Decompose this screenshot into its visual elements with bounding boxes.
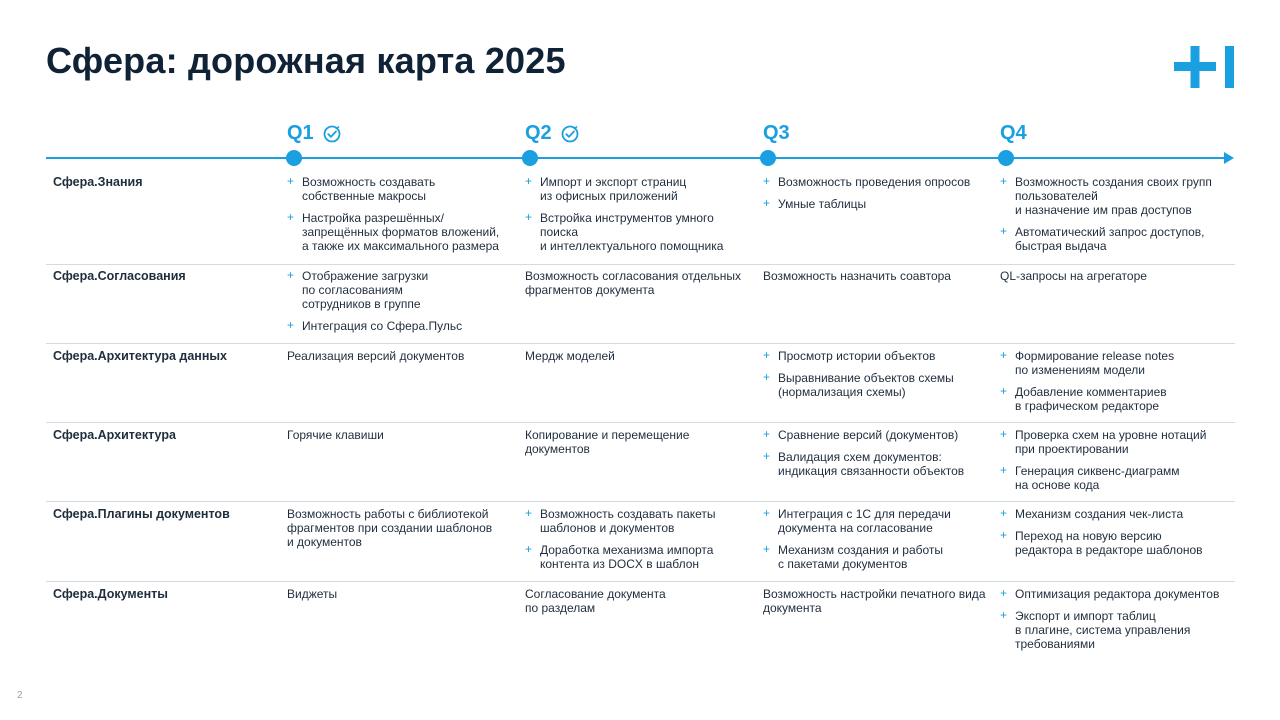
feature-text: Настройка разрешённых/ запрещённых форматов вложений, а также их максимального размера [302, 211, 500, 253]
feature-item [763, 371, 991, 399]
plus-icon: + [1000, 427, 1008, 441]
feature-item [1000, 609, 1228, 651]
plus-icon: + [1000, 348, 1008, 362]
feature-text: Формирование release notes по изменениям модели [1015, 349, 1175, 377]
feature-text: Возможность создавать пакеты шаблонов и документов [540, 507, 716, 535]
feature-text: Отображение загрузки по согласованиям сотрудников в группе [302, 269, 429, 311]
feature-text: QL-запросы на агрегаторе [1000, 269, 1147, 283]
row-divider [46, 422, 1235, 423]
feature-item [1000, 175, 1228, 217]
feature-list [763, 507, 991, 571]
feature-text: Импорт и экспорт страниц из офисных приложений [540, 175, 687, 203]
feature-list [763, 175, 991, 211]
plus-icon: + [525, 174, 533, 188]
feature-text: Валидация схем документов: индикация связанности объектов [778, 450, 965, 478]
feature-text: Добавление комментариев в графическом редакторе [1015, 385, 1167, 413]
row-label: Сфера.Документы [53, 587, 168, 601]
feature-item [287, 211, 515, 253]
plus-icon: + [763, 196, 771, 210]
feature-text: Возможность проведения опросов [778, 175, 971, 189]
row-divider [46, 501, 1235, 502]
feature-text: Интеграция со Сфера.Пульс [302, 319, 463, 333]
roadmap-cell [287, 175, 515, 261]
feature-text: Генерация сиквенс-диаграмм на основе кода [1015, 464, 1180, 492]
plus-icon: + [1000, 608, 1008, 622]
plus-icon: + [525, 542, 533, 556]
feature-list [763, 428, 991, 478]
feature-item [763, 428, 991, 442]
plus-icon: + [1000, 463, 1008, 477]
feature-text: Возможность создания своих групп пользователей и назначение им прав доступов [1015, 175, 1212, 217]
feature-text: Оптимизация редактора документов [1015, 587, 1220, 601]
plus-icon: + [1000, 224, 1008, 238]
plus-icon: + [763, 427, 771, 441]
feature-item [763, 507, 991, 535]
check-circle-icon [322, 124, 342, 144]
timeline-arrow [1224, 152, 1234, 164]
feature-item [763, 543, 991, 571]
roadmap-cell [525, 428, 753, 456]
feature-text: Экспорт и импорт таблиц в плагине, система управления требованиями [1015, 609, 1191, 651]
feature-text: Сравнение версий (документов) [778, 428, 959, 442]
feature-text: Горячие клавиши [287, 428, 384, 442]
feature-text: Выравнивание объектов схемы (нормализация схемы) [778, 371, 954, 399]
feature-text: Встройка инструментов умного поиска и интеллектуального помощника [540, 211, 724, 253]
feature-item [1000, 464, 1228, 492]
page-title: Сфера: дорожная карта 2025 [46, 40, 566, 81]
feature-list [287, 269, 515, 333]
feature-item [287, 269, 515, 311]
feature-list [525, 175, 753, 253]
roadmap-cell [763, 269, 991, 283]
roadmap-cell [1000, 587, 1228, 659]
plus-icon: + [287, 174, 295, 188]
roadmap-cell [525, 587, 753, 615]
plus-icon: + [1000, 586, 1008, 600]
roadmap-cell [1000, 269, 1228, 283]
plus-icon: + [1000, 174, 1008, 188]
roadmap-cell [525, 175, 753, 261]
roadmap-cell [287, 269, 515, 341]
plus-icon: + [525, 506, 533, 520]
quarter-label: Q4 [1000, 122, 1027, 144]
feature-text: Просмотр истории объектов [778, 349, 936, 363]
roadmap-cell [763, 349, 991, 407]
feature-item [287, 319, 515, 333]
feature-item [525, 175, 753, 203]
row-label: Сфера.Архитектура [53, 428, 176, 442]
feature-item [525, 543, 753, 571]
roadmap-cell [763, 587, 991, 615]
feature-text: Копирование и перемещение документов [525, 428, 690, 456]
plus-icon: + [287, 210, 295, 224]
feature-list [1000, 349, 1228, 413]
plus-icon: + [287, 268, 295, 282]
timeline-dot-q3 [760, 150, 776, 166]
feature-list [763, 349, 991, 399]
row-divider [46, 264, 1235, 265]
feature-text: Интеграция с 1С для передачи документа на согласование [778, 507, 951, 535]
feature-item [525, 507, 753, 535]
row-label: Сфера.Архитектура данных [53, 349, 228, 363]
feature-item [287, 175, 515, 203]
feature-list [1000, 507, 1228, 557]
feature-text: Умные таблицы [778, 197, 867, 211]
feature-text: Возможность настройки печатного вида документа [763, 587, 986, 615]
roadmap-cell [763, 507, 991, 579]
roadmap-cell [525, 269, 753, 297]
plus-icon: + [763, 542, 771, 556]
roadmap-cell [1000, 507, 1228, 565]
timeline-axis [46, 157, 1226, 159]
plus-icon: + [525, 210, 533, 224]
quarter-header-q3 [763, 122, 790, 145]
page-number: 2 [17, 690, 23, 701]
roadmap-cell [763, 175, 991, 219]
row-label: Сфера.Знания [53, 175, 143, 189]
roadmap-cell [287, 428, 515, 442]
feature-text: Проверка схем на уровне нотаций при проектировании [1015, 428, 1207, 456]
quarter-header-q4 [1000, 122, 1027, 145]
row-label: Сфера.Согласования [53, 269, 186, 283]
plus-icon: + [1000, 528, 1008, 542]
feature-text: Автоматический запрос доступов, быстрая выдача [1015, 225, 1205, 253]
feature-text: Виджеты [287, 587, 338, 601]
feature-text: Механизм создания и работы с пакетами документов [778, 543, 944, 571]
row-label: Сфера.Плагины документов [53, 507, 230, 521]
quarter-header-q2 [525, 122, 580, 145]
timeline-dot-q2 [522, 150, 538, 166]
feature-item [525, 211, 753, 253]
feature-item [1000, 587, 1228, 601]
feature-text: Согласование документа по разделам [525, 587, 666, 615]
plus-icon: + [763, 174, 771, 188]
roadmap-cell [1000, 428, 1228, 500]
feature-text: Возможность согласования отдельных фрагментов документа [525, 269, 742, 297]
row-divider [46, 343, 1235, 344]
feature-item [763, 450, 991, 478]
plus-icon: + [763, 449, 771, 463]
feature-list [287, 175, 515, 253]
roadmap-cell [763, 428, 991, 486]
roadmap-cell [1000, 349, 1228, 421]
quarter-header-q1 [287, 122, 342, 145]
feature-text: Возможность работы с библиотекой фрагментов при создании шаблонов и документов [287, 507, 493, 549]
feature-text: Доработка механизма импорта контента из DOCX в шаблон [540, 543, 714, 571]
feature-item [763, 197, 991, 211]
quarter-label: Q1 [287, 122, 314, 144]
feature-item [1000, 225, 1228, 253]
feature-item [1000, 349, 1228, 377]
feature-item [1000, 385, 1228, 413]
feature-item [1000, 529, 1228, 557]
quarter-label: Q2 [525, 122, 552, 144]
plus-icon: + [763, 370, 771, 384]
roadmap-cell [525, 507, 753, 579]
feature-list [1000, 428, 1228, 492]
plus-icon: + [763, 348, 771, 362]
feature-text: Возможность назначить соавтора [763, 269, 951, 283]
feature-text: Переход на новую версию редактора в редакторе шаблонов [1015, 529, 1203, 557]
check-circle-icon [560, 124, 580, 144]
roadmap-cell [287, 587, 515, 601]
timeline-dot-q1 [286, 150, 302, 166]
roadmap-cell [1000, 175, 1228, 261]
feature-item [763, 349, 991, 363]
timeline-dot-q4 [998, 150, 1014, 166]
feature-item [1000, 428, 1228, 456]
plus-icon: + [287, 318, 295, 332]
row-divider [46, 581, 1235, 582]
feature-text: Реализация версий документов [287, 349, 465, 363]
feature-text: Мердж моделей [525, 349, 615, 363]
feature-list [1000, 175, 1228, 253]
brand-logo [1174, 46, 1236, 90]
feature-item [763, 175, 991, 189]
feature-list [1000, 587, 1228, 651]
feature-text: Механизм создания чек-листа [1015, 507, 1184, 521]
roadmap-cell [525, 349, 753, 363]
roadmap-cell [287, 507, 515, 549]
plus-icon: + [1000, 506, 1008, 520]
plus-icon: + [763, 506, 771, 520]
roadmap-cell [287, 349, 515, 363]
feature-text: Возможность создавать собственные макросы [302, 175, 436, 203]
feature-item [1000, 507, 1228, 521]
feature-list [525, 507, 753, 571]
quarter-label: Q3 [763, 122, 790, 144]
plus-icon: + [1000, 384, 1008, 398]
